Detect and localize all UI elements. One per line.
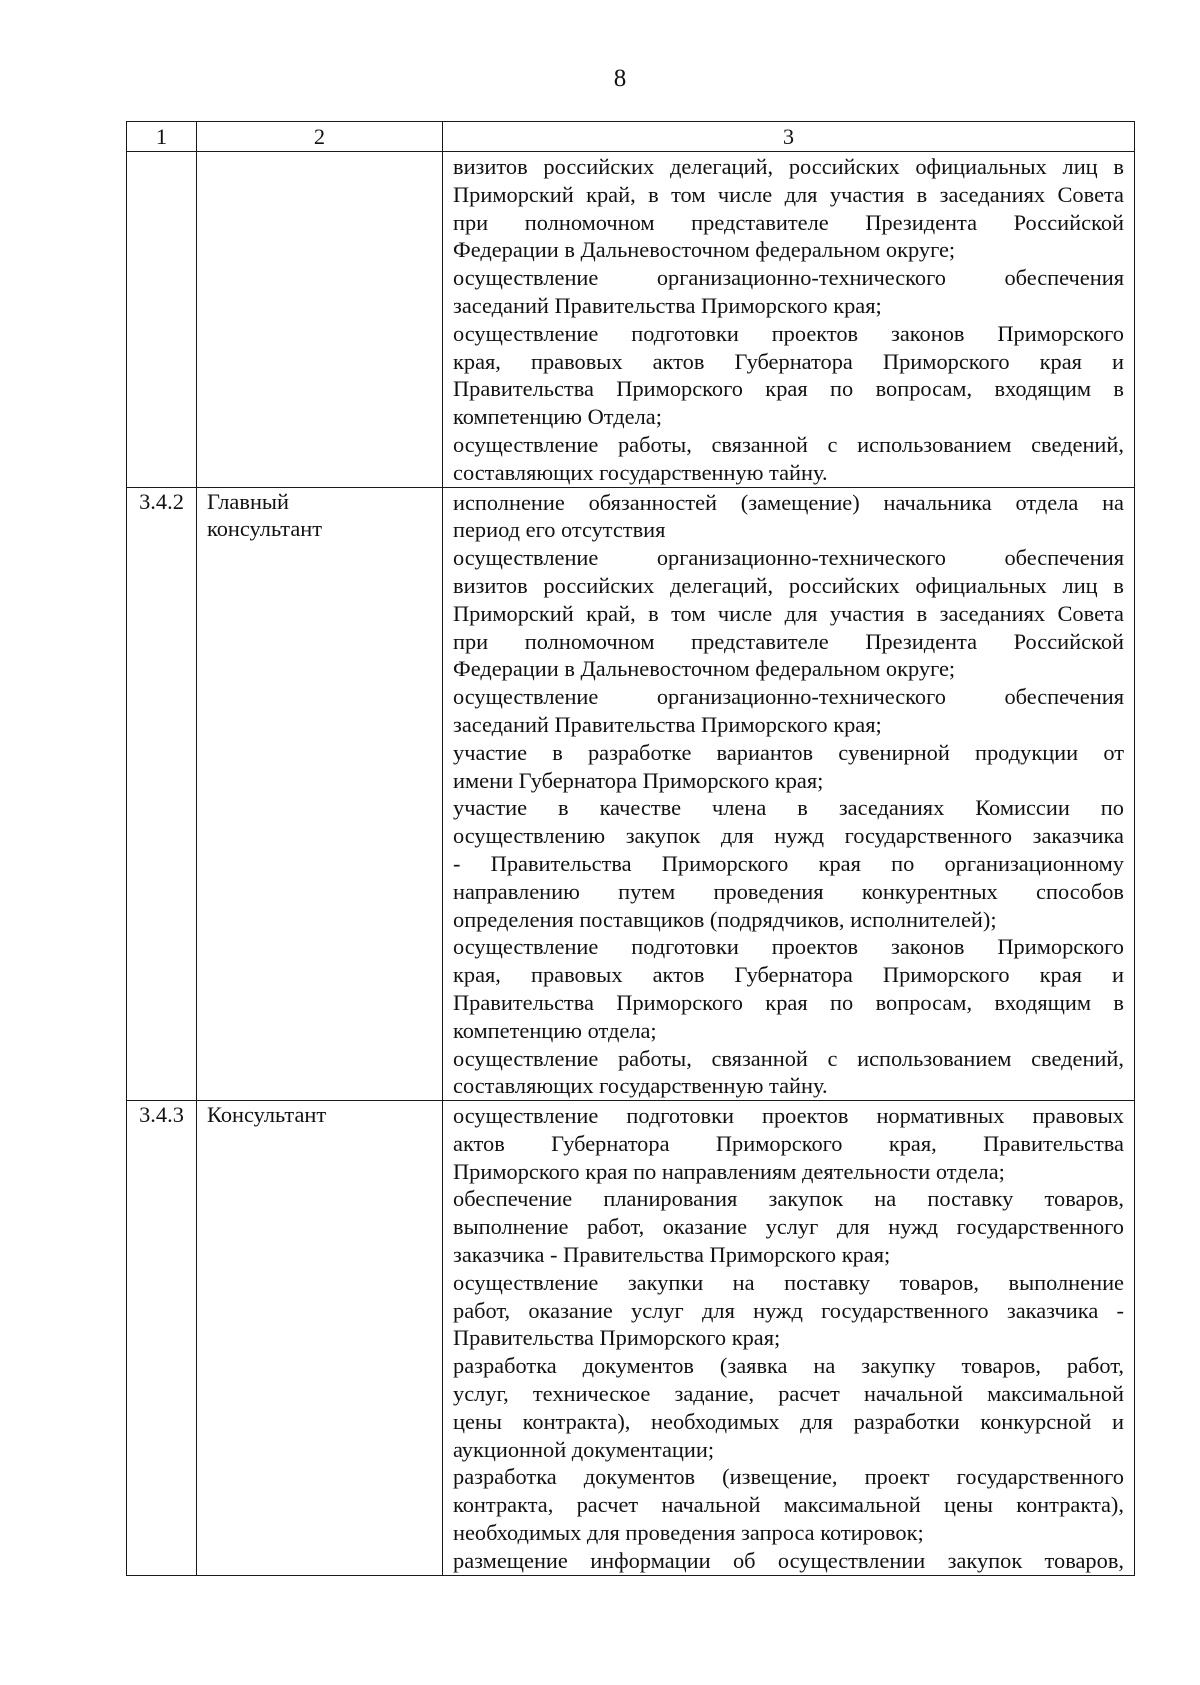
duty-text-line: заказчика - Правительства Приморского края; bbox=[453, 1242, 891, 1268]
duty-text-line: визитов российских делегаций, российских официальных лиц в bbox=[453, 572, 1124, 598]
table-body bbox=[127, 122, 1135, 1576]
duty-text-line: обеспечение планирования закупок на поставку товаров, bbox=[453, 1186, 1124, 1212]
duty-text-line: осуществлению закупок для нужд государственного заказчика bbox=[453, 823, 1124, 849]
position-cell bbox=[197, 1101, 443, 1576]
position-title-line: Главный bbox=[207, 488, 289, 514]
duty-text-line: Федерации в Дальневосточном федеральном округе; bbox=[453, 656, 956, 682]
duty-text-line: разработка документов (извещение, проект государственного bbox=[453, 1464, 1124, 1490]
duty-text-line: заседаний Правительства Приморского края; bbox=[453, 711, 882, 737]
duty-text-line: работ, оказание услуг для нужд государственного заказчика - bbox=[453, 1297, 1124, 1323]
duty-text-line: Приморского края по направлениям деятельности отдела; bbox=[453, 1158, 1005, 1184]
duties-cell bbox=[443, 1101, 1135, 1576]
duty-text-line: при полномочном представителе Президента Российской bbox=[453, 209, 1124, 235]
duty-text-line: края, правовых актов Губернатора Приморского края и bbox=[453, 348, 1124, 374]
duty-text-line: Приморский край, в том числе для участия в заседаниях Совета bbox=[453, 600, 1124, 626]
duty-text-line: исполнение обязанностей (замещение) начальника отдела на bbox=[453, 489, 1124, 515]
duty-text-line: аукционной документации; bbox=[453, 1436, 715, 1462]
duty-text-line: осуществление работы, связанной с использованием сведений, bbox=[453, 431, 1124, 457]
duty-text-line: осуществление работы, связанной с использованием сведений, bbox=[453, 1045, 1124, 1071]
duty-text-line: осуществление организационно-технического обеспечения bbox=[453, 545, 1124, 571]
duty-text-line: направлению путем проведения конкурентных способов bbox=[453, 878, 1124, 904]
table-header-row bbox=[127, 122, 1135, 152]
duty-text-line: цены контракта), необходимых для разработки конкурсной и bbox=[453, 1408, 1124, 1434]
header-cell-1: 1 bbox=[127, 122, 197, 152]
duty-text-line: заседаний Правительства Приморского края; bbox=[453, 292, 882, 318]
duty-text-line: определения поставщиков (подрядчиков, исполнителей); bbox=[453, 906, 997, 932]
duties-cell bbox=[443, 487, 1135, 1101]
duty-text-line: участие в разработке вариантов сувенирной продукции от bbox=[453, 739, 1124, 765]
duties-cell bbox=[443, 152, 1135, 488]
header-cell-3: 3 bbox=[443, 122, 1135, 152]
duty-text-line: составляющих государственную тайну. bbox=[453, 1073, 828, 1099]
duty-text-line: осуществление подготовки проектов законов Приморского bbox=[453, 934, 1124, 960]
duty-text-line: период его отсутствия bbox=[453, 517, 666, 543]
duty-text-line: - Правительства Приморского края по организационному bbox=[453, 850, 1124, 876]
duty-text-line: Федерации в Дальневосточном федеральном округе; bbox=[453, 237, 956, 263]
duty-text-line: имени Губернатора Приморского края; bbox=[453, 767, 824, 793]
duty-text-line: составляющих государственную тайну. bbox=[453, 459, 828, 485]
duty-text-line: осуществление закупки на поставку товаров, выполнение bbox=[453, 1269, 1124, 1295]
duty-text-line: актов Губернатора Приморского края, Правительства bbox=[453, 1130, 1124, 1156]
duty-text-line: Правительства Приморского края по вопросам, входящим в bbox=[453, 989, 1124, 1015]
duty-text-line: разработка документов (заявка на закупку товаров, работ, bbox=[453, 1353, 1124, 1379]
duties-table bbox=[126, 121, 1135, 1576]
duty-text-line: края, правовых актов Губернатора Приморского края и bbox=[453, 962, 1124, 988]
page-number: 8 bbox=[613, 65, 627, 92]
duty-text-line: выполнение работ, оказание услуг для нужд государственного bbox=[453, 1214, 1124, 1240]
duty-text-line: Правительства Приморского края; bbox=[453, 1325, 781, 1351]
position-title-line: Консультант bbox=[207, 1102, 327, 1128]
table-row bbox=[127, 1101, 1135, 1576]
table-row bbox=[127, 487, 1135, 1101]
duty-text-line: осуществление организационно-технического обеспечения bbox=[453, 265, 1124, 291]
duty-text-line: визитов российских делегаций, российских официальных лиц в bbox=[453, 154, 1124, 179]
position-cell bbox=[197, 152, 443, 488]
duty-text-line: компетенцию Отдела; bbox=[453, 404, 662, 430]
duty-text-line: осуществление подготовки проектов нормативных правовых bbox=[453, 1103, 1124, 1129]
duty-text-line: компетенцию отдела; bbox=[453, 1017, 657, 1043]
header-cell-2: 2 bbox=[197, 122, 443, 152]
duty-text-line: размещение информации об осуществлении закупок товаров, bbox=[453, 1547, 1124, 1573]
position-title-line: консультант bbox=[207, 516, 323, 542]
position-cell bbox=[197, 487, 443, 1101]
duty-text-line: при полномочном представителе Президента Российской bbox=[453, 628, 1124, 654]
duty-text-line: Правительства Приморского края по вопросам, входящим в bbox=[453, 376, 1124, 402]
row-number-cell: 3.4.3 bbox=[127, 1101, 197, 1576]
row-number-cell: 3.4.2 bbox=[127, 487, 197, 1101]
duty-text-line: осуществление организационно-технического обеспечения bbox=[453, 684, 1124, 710]
duty-text-line: контракта, расчет начальной максимальной цены контракта), bbox=[453, 1492, 1124, 1518]
table-row bbox=[127, 152, 1135, 488]
duty-text-line: Приморский край, в том числе для участия в заседаниях Совета bbox=[453, 181, 1124, 207]
duty-text-line: участие в качестве члена в заседаниях Комиссии по bbox=[453, 795, 1124, 821]
duty-text-line: осуществление подготовки проектов законов Приморского bbox=[453, 320, 1124, 346]
duty-text-line: услуг, техническое задание, расчет начальной максимальной bbox=[453, 1381, 1124, 1407]
duty-text-line: необходимых для проведения запроса котировок; bbox=[453, 1520, 924, 1546]
row-number-cell bbox=[127, 152, 197, 488]
